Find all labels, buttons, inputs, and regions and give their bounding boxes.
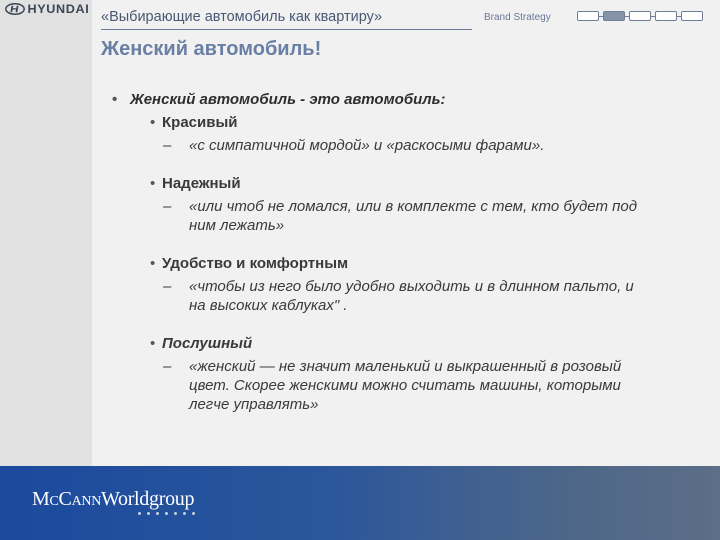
logo-word: Worldgroup (101, 488, 195, 510)
dot (174, 512, 177, 515)
list-item (112, 175, 672, 235)
left-sidebar-strip (0, 0, 92, 466)
list-item-title-text: Красивый (162, 114, 238, 131)
logo-letter: C (58, 488, 72, 510)
list-item-title-text: Надежный (162, 175, 241, 192)
progress-step-2-active (603, 11, 625, 21)
list-item-title-text: Послушный (162, 335, 253, 352)
list-item-quote-text: «с симпатичной мордой» и «раскосыми фарами». (189, 137, 545, 154)
list-item-quote (163, 136, 643, 155)
decorative-dots (138, 512, 195, 515)
list-item (112, 114, 672, 155)
bullet-dot-icon: • (112, 91, 118, 108)
header-title: «Выбирающие автомобиль как квартиру» (101, 9, 383, 25)
dot (183, 512, 186, 515)
dash-icon: – (163, 358, 172, 375)
list-item-quote (163, 357, 643, 414)
slide-content (112, 91, 672, 414)
mccann-worldgroup-logo (32, 488, 194, 511)
list-item (112, 335, 672, 414)
dot (192, 512, 195, 515)
hyundai-emblem-icon (5, 3, 25, 15)
progress-step-5 (681, 11, 703, 21)
hyundai-wordmark: HYUNDAI (27, 2, 90, 16)
list-item-title (150, 175, 672, 192)
dash-icon: – (163, 198, 172, 215)
bullet-dot-icon: • (150, 114, 156, 131)
list-item (112, 255, 672, 315)
dot (147, 512, 150, 515)
bullet-dot-icon: • (150, 255, 156, 272)
list-item-title (150, 255, 672, 272)
dot (156, 512, 159, 515)
list-item-title (150, 114, 672, 131)
dot (165, 512, 168, 515)
logo-letter: M (32, 488, 50, 510)
footer-band (0, 466, 720, 540)
header-underline (101, 29, 472, 30)
list-item-quote-text: «женский — не значит маленький и выкрашенный в розовый цвет. Скорее женскими можно считать машины, которыми легче управлять» (189, 358, 622, 413)
logo-letter: ANN (71, 494, 102, 509)
progress-step-4 (655, 11, 677, 21)
hyundai-logo (5, 2, 91, 16)
slide-title: Женский автомобиль! (101, 38, 322, 60)
main-bullet-text: Женский автомобиль - это автомобиль: (130, 91, 446, 108)
list-item-title (150, 335, 672, 352)
bullet-dot-icon: • (150, 335, 156, 352)
dot (138, 512, 141, 515)
list-item-quote-text: «чтобы из него было удобно выходить и в длинном пальто, и на высоких каблуках" . (189, 278, 634, 314)
main-bullet (112, 91, 672, 108)
dash-icon: – (163, 137, 172, 154)
bullet-dot-icon: • (150, 175, 156, 192)
brand-strategy-label: Brand Strategy (484, 12, 551, 23)
list-item-quote (163, 277, 643, 315)
logo-letter: C (49, 494, 59, 509)
dash-icon: – (163, 278, 172, 295)
progress-step-3 (629, 11, 651, 21)
list-item-quote (163, 197, 643, 235)
section-progress-indicator (577, 11, 703, 21)
list-item-quote-text: «или чтоб не ломался, или в комплекте с тем, кто будет под ним лежать» (189, 198, 638, 234)
progress-step-1 (577, 11, 599, 21)
list-item-title-text: Удобство и комфортным (162, 255, 349, 272)
